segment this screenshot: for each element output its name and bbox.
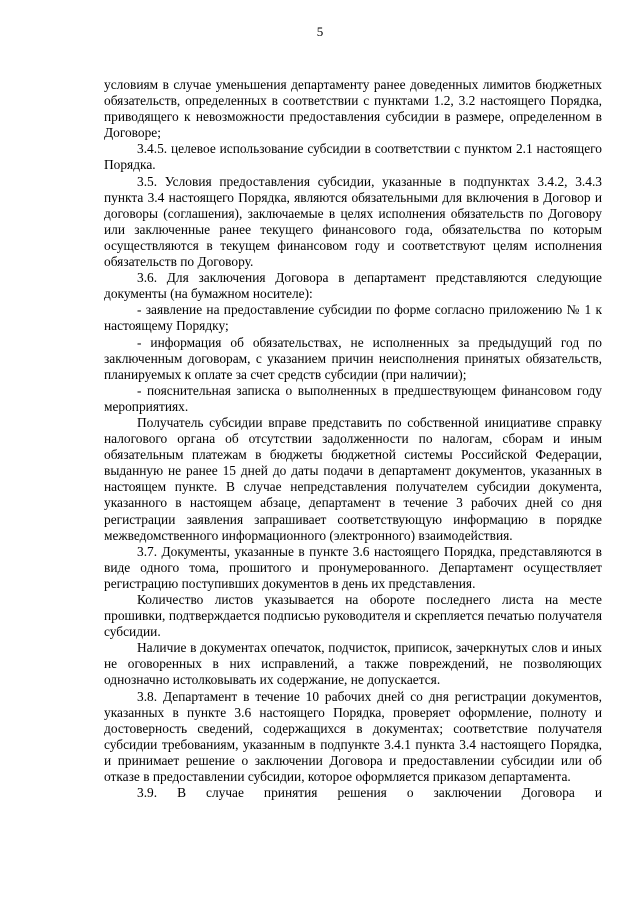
paragraph: условиям в случае уменьшения департаменту ранее доведенных лимитов бюджетных обязательств, определенных в соответствии с пунктами 1.2, 3.2 настоящего Порядка, приводящего к невозможности предоставления субсидии в размере, определенном в Договоре; bbox=[104, 77, 602, 141]
document-body bbox=[104, 77, 602, 801]
paragraph: 3.7. Документы, указанные в пункте 3.6 настоящего Порядка, представляются в виде одного тома, прошитого и пронумерованного. Департамент осуществляет регистрацию поступивших документов в день их представления. bbox=[104, 543, 602, 591]
paragraph: 3.9. В случае принятия решения о заключении Договора и bbox=[137, 785, 602, 801]
list-item: - пояснительная записка о выполненных в предшествующем финансовом году мероприятиях. bbox=[104, 382, 602, 414]
paragraph: 3.8. Департамент в течение 10 рабочих дней со дня регистрации документов, указанных в пункте 3.6 настоящего Порядка, проверяет оформление, полноту и достоверность сведений, содержащихся в документах; соответствие получателя субсидии требованиям, указанным в подпункте 3.4.1 пункта 3.4 настоящего Порядка, и принимает решение о заключении Договора и предоставлении субсидии или об отказе в предоставлении субсидии, которое оформляется приказом департамента. bbox=[104, 688, 602, 785]
paragraph: Наличие в документах опечаток, подчисток, приписок, зачеркнутых слов и иных не оговоренных в них исправлений, а также повреждений, не позволяющих однозначно истолковывать их содержание, не допускается. bbox=[104, 640, 602, 688]
list-item: - информация об обязательствах, не исполненных за предыдущий год по заключенным договорам, с указанием причин неисполнения принятых обязательств, планируемых к оплате за счет средств субсидии (при наличии); bbox=[104, 334, 602, 382]
paragraph: Количество листов указывается на обороте последнего листа на месте прошивки, подтверждается подписью руководителя и скрепляется печатью получателя субсидии. bbox=[104, 592, 602, 640]
paragraph: Получатель субсидии вправе представить по собственной инициативе справку налогового органа об отсутствии задолженности по налогам, сборам и иным обязательным платежам в бюджеты бюджетной системы Российской Федерации, выданную не ранее 15 дней до даты подачи в департамент документов, указанных в настоящем пункте. В случае непредставления получателем субсидии документа, указанного в настоящем абзаце, департамент в течение 3 рабочих дней со дня регистрации заявления запрашивает соответствующую информацию в порядке межведомственного информационного (электронного) взаимодействия. bbox=[104, 414, 602, 543]
paragraph: 3.6. Для заключения Договора в департамент представляются следующие документы (на бумажном носителе): bbox=[104, 270, 602, 302]
list-item: - заявление на предоставление субсидии по форме согласно приложению № 1 к настоящему Порядку; bbox=[104, 302, 602, 334]
page-number: 5 bbox=[316, 24, 324, 39]
paragraph: 3.5. Условия предоставления субсидии, указанные в подпунктах 3.4.2, 3.4.3 пункта 3.4 настоящего Порядка, являются обязательными для включения в Договор и договоры (соглашения), заключаемые в целях исполнения обязательств по Договору или заключенные ранее текущего финансового года, обязательства по которым осуществляются в текущем финансовом году и соответствуют целям исполнения обязательств по Договору. bbox=[104, 173, 602, 270]
paragraph: 3.4.5. целевое использование субсидии в соответствии с пунктом 2.1 настоящего Порядка. bbox=[104, 141, 602, 173]
